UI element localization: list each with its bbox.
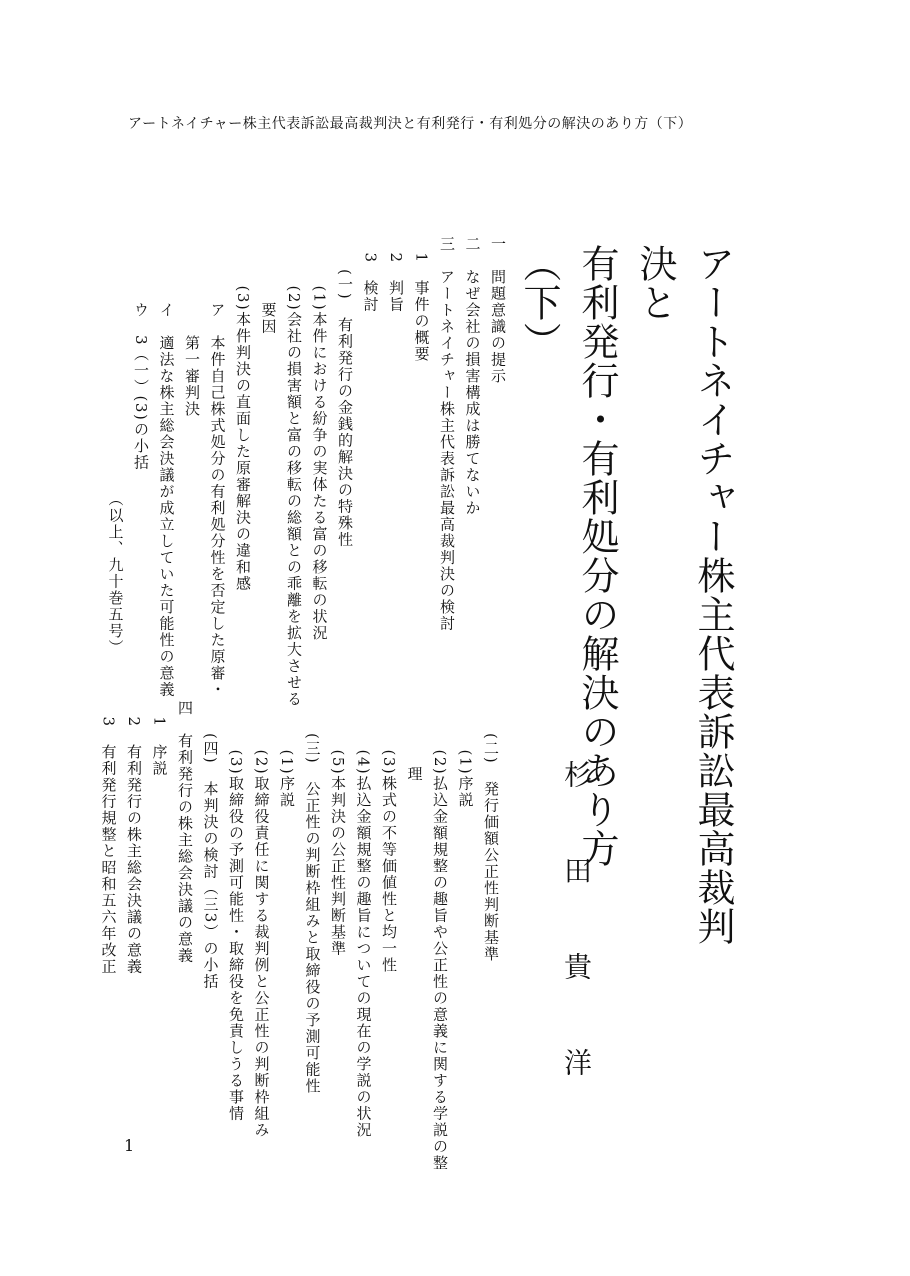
toc-line: (一) 有利発行の金銭的解決の特殊性: [336, 236, 354, 548]
toc-volume-note: （以上、九十巻五号）: [106, 491, 125, 656]
toc-line: (2)払込金額規整の趣旨や公正性の意義に関する学説の整: [431, 700, 449, 1172]
title-line-2: 有利発行・有利処分の解決のあり方（下）: [517, 244, 619, 868]
toc-line: (三) 公正性の判断枠組みと取締役の予測可能性: [303, 700, 322, 1095]
toc-line: (2)取締役責任に関する裁判例と公正性の判断枠組み: [252, 700, 271, 1139]
toc-line: (1)本件における紛争の実体たる富の移転の状況: [310, 236, 329, 642]
toc-line: 一 問題意識の提示: [489, 236, 507, 385]
toc-line: 三 アートネイチャー株主代表訴訟最高裁判決の検討: [438, 236, 456, 632]
table-of-contents-part-2: [95, 700, 503, 1170]
toc-line: 2 判旨: [387, 236, 405, 314]
toc-line: 要因: [259, 236, 278, 335]
running-head: アートネイチャー株主代表訴訟最高裁判決と有利発行・有利処分の解決のあり方（下）: [128, 116, 693, 132]
toc-line: (二) 発行価額公正性判断基準: [482, 700, 500, 963]
toc-line: (3)株式の不等価値性と均一性: [380, 700, 398, 974]
toc-line: 四 有利発行の株主総会決議の意義: [176, 700, 194, 964]
toc-line: 2 有利発行の株主総会決議の意義: [125, 700, 143, 976]
toc-line: 二 なぜ会社の損害構成は勝てないか: [463, 236, 482, 517]
toc-line: (5)本判決の公正性判断基準: [329, 700, 347, 957]
page-number: 1: [124, 1136, 135, 1155]
toc-line: (3)本件判決の直面した原審解決の違和感: [234, 236, 252, 592]
toc-line: 1 事件の概要: [412, 236, 431, 363]
toc-line: (3)取締役の予測可能性・取締役を免責しうる事情: [227, 700, 245, 1122]
toc-line: (4)払込金額規整の趣旨についての現在の学説の状況: [354, 700, 373, 1139]
title-line-1: アートネイチャー株主代表訴訟最高裁判決と: [633, 244, 735, 946]
table-of-contents-part-1: [102, 236, 510, 708]
toc-line: (四) 本判決の検討（三3）の小括: [201, 700, 220, 990]
toc-line: イ 適法な株主総会決議が成立していた可能性の意義: [157, 236, 176, 698]
author-name: 杉田貴洋: [560, 760, 593, 1144]
toc-line: 1 序説: [150, 700, 169, 778]
toc-line: 理: [405, 700, 424, 783]
toc-line: (2)会社の損害額と富の移転の総額との乖離を拡大させる: [285, 236, 303, 708]
toc-line: (1)序説: [278, 700, 296, 809]
article-title: [510, 244, 742, 964]
toc-line: ウ 3（一）(3)の小括: [132, 236, 150, 471]
toc-line: (1)序説: [456, 700, 475, 809]
toc-line: ア 本件自己株式処分の有利処分性を否定した原審・: [208, 236, 227, 698]
toc-line: 第一審判決: [183, 236, 201, 418]
toc-line: 3 有利発行規整と昭和五六年改正: [99, 700, 118, 976]
toc-line: 3 検討: [361, 236, 380, 314]
